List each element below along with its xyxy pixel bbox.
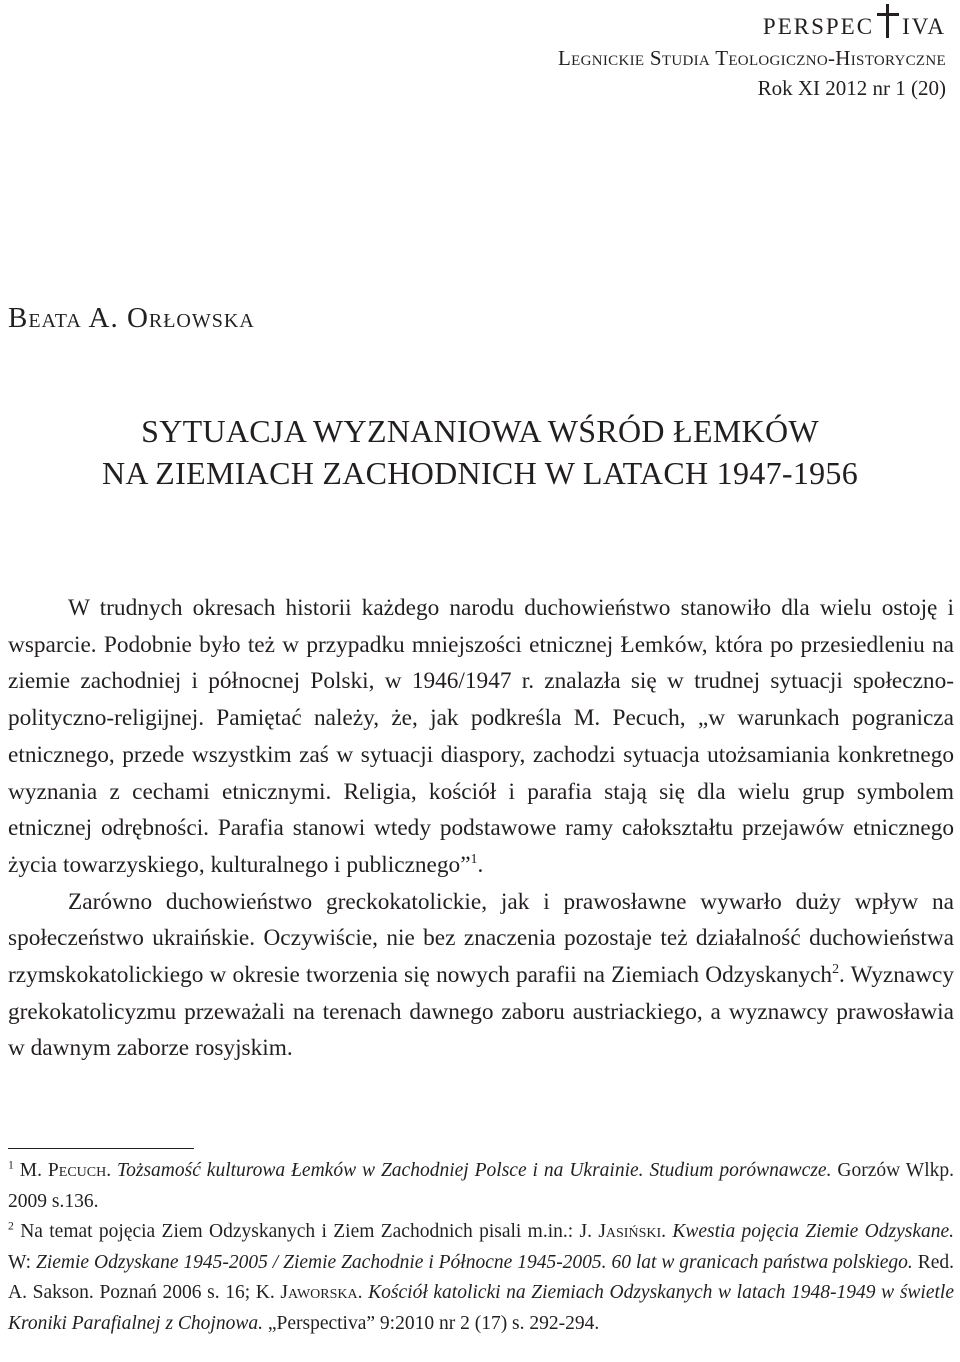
footnote-ref-1[interactable]: 1 <box>470 852 478 868</box>
footnote-separator <box>8 1148 194 1149</box>
journal-issue: Rok XI 2012 nr 1 (20) <box>757 76 946 100</box>
footnote-1-title: Tożsamość kulturowa Łemków w Zachodniej Polsce i na Ukrainie. Studium porównawcze. <box>117 1160 832 1181</box>
paragraph-1-end: . <box>477 851 484 878</box>
article-title <box>0 410 960 494</box>
footnote-2-author-2: Jaworska <box>280 1282 358 1303</box>
footnote-2-lead: Na temat pojęcia Ziem Odzyskanych i Ziem Zachodnich pisali m.in.: J. <box>20 1221 599 1242</box>
footnote-2-author-1: Jasiński <box>598 1221 662 1242</box>
footnote-1-number: 1 <box>8 1158 14 1172</box>
paragraph-2-end: . Wyznawcy grekokatolicyzmu przeważali na terenach dawnego zaboru austriackiego, a wyznawcy prawosławia w dawnym zaborze rosyjskim. <box>8 962 955 1062</box>
article-author: Beata A. Orłowska <box>8 302 255 334</box>
footnote-2-mid-1: W: <box>8 1251 37 1273</box>
footnote-2-sep-1: . <box>661 1221 673 1242</box>
footnote-2-mid-2: Red. A. Sakson. Poznań 2006 s. 16; K. <box>8 1251 954 1303</box>
footnote-1-rest: Gorzów Wlkp. 2009 s.136. <box>8 1160 954 1212</box>
paragraph-1 <box>8 590 954 884</box>
journal-subtitle: Legnickie Studia Teologiczno-Historyczne <box>558 46 946 70</box>
paragraph-2 <box>8 884 954 1068</box>
journal-name <box>558 4 946 44</box>
footnote-2-sep-2: . <box>357 1282 369 1303</box>
footnote-2-rest: „Perspectiva” 9:2010 nr 2 (17) s. 292-294. <box>262 1312 600 1334</box>
footnotes <box>8 1156 954 1339</box>
footnote-2-title-1: Kwestia pojęcia Ziemie Odzyskane. <box>672 1221 955 1242</box>
footnote-ref-2[interactable]: 2 <box>832 962 840 978</box>
footnote-1 <box>8 1156 954 1217</box>
footnote-2 <box>8 1217 954 1339</box>
footnote-1-author: M. Pecuch <box>19 1160 107 1181</box>
footnote-1-sep: . <box>106 1160 118 1181</box>
journal-name-end: iva <box>902 6 946 42</box>
footnote-2-title-2: Ziemie Odzyskane 1945-2005 / Ziemie Zachodnie i Północne 1945-2005. 60 lat w granicach państwa polskiego. <box>36 1251 913 1273</box>
title-line-2: NA ZIEMIACH ZACHODNICH W LATACH 1947-1956 <box>101 455 859 491</box>
footnote-2-title-3: Kościół katolicki na Ziemiach Odzyskanych w latach 1948-1949 w świetle Kroniki Parafialnej z Chojnowa. <box>8 1282 954 1334</box>
paragraph-1-text: W trudnych okresach historii każdego narodu duchowieństwo stanowiło dla wielu ostoję i wsparcie. Podobnie było też w przypadku mniejszości etnicznej Łemków, która po przesiedleniu na ziemie zachodniej i północnej Polski, w 1946/1947 r. znalazła się w trudnej sytuacji społeczno-polityczno-religijnej. Pamiętać należy, że, jak podkreśla M. Pecuch, „w warunkach pogranicza etnicznego, przede wszystkim zaś w sytuacji diaspory, zachodzi sytuacja utożsamiania konkretnego wyznania z cechami etnicznymi. Religia, kościół i parafia stają się dla wielu grup symbolem etnicznej odrębności. Parafia stanowi wtedy podstawowe ramy całokształtu przejawów etnicznego życia towarzyskiego, kulturalnego i publicznego” <box>8 595 954 878</box>
title-line-1: SYTUACJA WYZNANIOWA WŚRÓD ŁEMKÓW <box>141 413 819 449</box>
journal-name-start: perspec <box>762 6 875 42</box>
cross-icon <box>875 4 901 38</box>
article-body <box>8 590 954 1067</box>
footnote-2-number: 2 <box>8 1219 14 1233</box>
paragraph-2-text: Zarówno duchowieństwo greckokatolickie, jak i prawosławne wywarło duży wpływ na społeczeństwo ukraińskie. Oczywiście, nie bez znaczenia pozostaje też działalność duchowieństwa rzymskokatolickiego w okresie tworzenia się nowych parafii na Ziemiach Odzyskanych <box>8 888 954 989</box>
journal-header <box>558 4 946 104</box>
